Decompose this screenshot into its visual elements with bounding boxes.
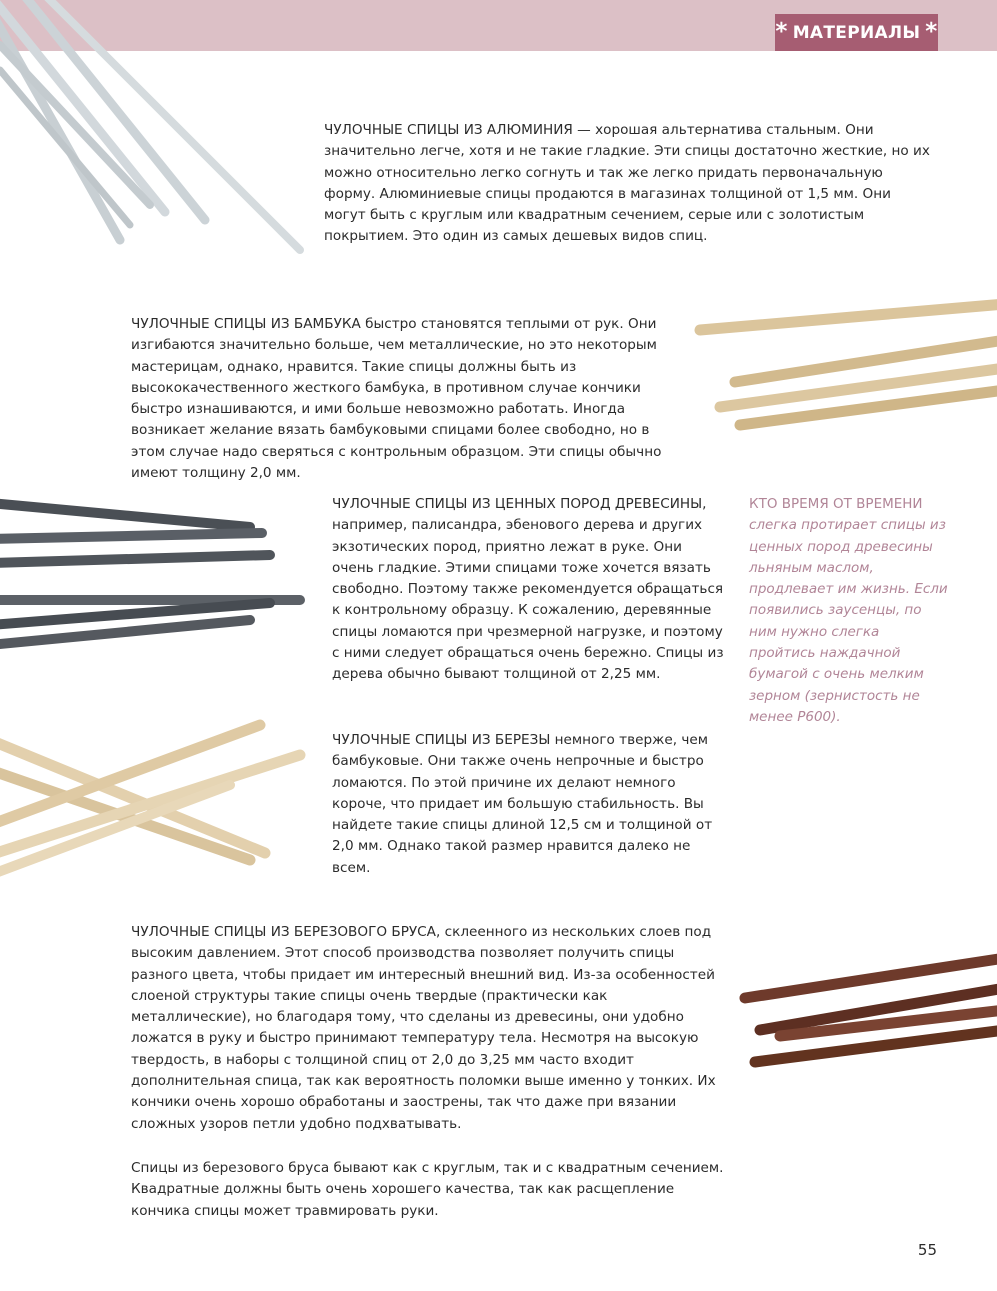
aluminium-needles-illustration: [0, 0, 320, 260]
page-number: 55: [917, 1241, 937, 1259]
paragraph-lead: ЧУЛОЧНЫЕ СПИЦЫ ИЗ БЕРЕЗЫ: [332, 732, 551, 748]
bamboo-needles-illustration: [695, 290, 997, 440]
side-note-body: слегка протирает спицы из ценных пород древесины льняным маслом, продлевает им жизнь. Если появились заусенцы, по ним нужно слегка пройтись наждачной бумагой с очень мелким зерном (зернистость не менее P600).: [749, 517, 948, 725]
paragraph-lead: ЧУЛОЧНЫЕ СПИЦЫ ИЗ БЕРЕЗОВОГО БРУСА,: [131, 924, 441, 940]
paragraph-bamboo: [131, 314, 684, 484]
paragraph-precious-wood: [332, 494, 724, 686]
side-note-lead: КТО ВРЕМЯ ОТ ВРЕМЕНИ: [749, 496, 923, 512]
paragraph-body: склеенного из нескольких слоев под высоким давлением. Этот способ производства позволяет получить спицы разного цвета, чтобы придает им интересный внешний вид. Из-за особенностей слоеной структуры такие спицы очень твердые (практически как металлические), но благодаря тому, что сделаны из древесины, они удобно ложатся в руку и быстро принимают температуру тела. Несмотря на высокую твердость, в наборы с толщиной спиц от 2,0 до 3,25 мм часто входит дополнительная спица, так как вероятность поломки выше именно у тонких. Их кончики очень хорошо обработаны и заострены, так что даже при вязании сложных узоров петли удобно подхватывать.: [131, 924, 716, 1132]
paragraph-birch-laminate-2: [131, 1158, 728, 1222]
paragraph-lead: ЧУЛОЧНЫЕ СПИЦЫ ИЗ ЦЕННЫХ ПОРОД ДРЕВЕСИНЫ,: [332, 496, 707, 512]
paragraph-aluminium: [324, 120, 936, 248]
birch-laminate-needles-illustration: [740, 950, 997, 1070]
paragraph-lead: ЧУЛОЧНЫЕ СПИЦЫ ИЗ БАМБУКА: [131, 316, 361, 332]
needle: [700, 304, 997, 330]
section-label: МАТЕРИАЛЫ: [792, 22, 921, 43]
paragraph-lead: ЧУЛОЧНЫЕ СПИЦЫ ИЗ АЛЮМИНИЯ: [324, 122, 573, 138]
side-note: [749, 494, 949, 728]
paragraph-body: — хорошая альтернатива стальным. Они значительно легче, хотя и не такие гладкие. Эти спицы достаточно жесткие, но их можно относительно легко согнуть и так же легко придать первоначальную форму. Алюминиевые спицы продаются в магазинах толщиной от 1,5 мм. Они могут быть с круглым или квадратным сечением, серые или с золотистым покрытием. Это один из самых дешевых видов спиц.: [324, 122, 930, 245]
needle: [0, 555, 270, 563]
paragraph-body: например, палисандра, эбенового дерева и других экзотических пород, приятно лежат в руке. Они очень гладкие. Этими спицами тоже хочется вязать свободно. Поэтому также рекомендуется обращаться к контрольному образцу. К сожалению, деревянные спицы ломаются при чрезмерной нагрузке, и поэтому с ними следует обращаться очень бережно. Спицы из дерева обычно бывают толщиной от 2,25 мм.: [332, 517, 724, 683]
asterisk-icon: *: [925, 19, 938, 45]
needle: [0, 503, 250, 527]
birch-needles-illustration: [0, 725, 310, 885]
paragraph-birch-laminate: [131, 922, 728, 1135]
paragraph-body: Спицы из березового бруса бывают как с круглым, так и с квадратным сечением. Квадратные должны быть очень хорошего качества, так как расщепление кончика спицы может травмировать руки.: [131, 1160, 724, 1219]
paragraph-birch: [332, 730, 724, 879]
asterisk-icon: *: [775, 19, 788, 45]
needle: [0, 533, 262, 539]
paragraph-body: немного тверже, чем бамбуковые. Они также очень непрочные и быстро ломаются. По этой причине их делают немного короче, что придает им большую стабильность. Вы найдете такие спицы длиной 12,5 см и толщиной от 2,0 мм. Однако такой размер нравится далеко не всем.: [332, 732, 713, 876]
paragraph-body: быстро становятся теплыми от рук. Они изгибаются значительно больше, чем металлические, но это некоторым мастерицам, однако, нравится. Такие спицы должны быть из высококачественного жесткого бамбука, в противном случае кончики быстро изнашиваются, и ими больше невозможно работать. Иногда возникает желание вязать бамбуковыми спицами более свободно, но в этом случае надо сверяться с контрольным образцом. Эти спицы обычно имеют толщину 2,0 мм.: [131, 316, 662, 482]
section-tab: [775, 14, 938, 51]
precious-wood-needles-illustration: [0, 495, 310, 675]
